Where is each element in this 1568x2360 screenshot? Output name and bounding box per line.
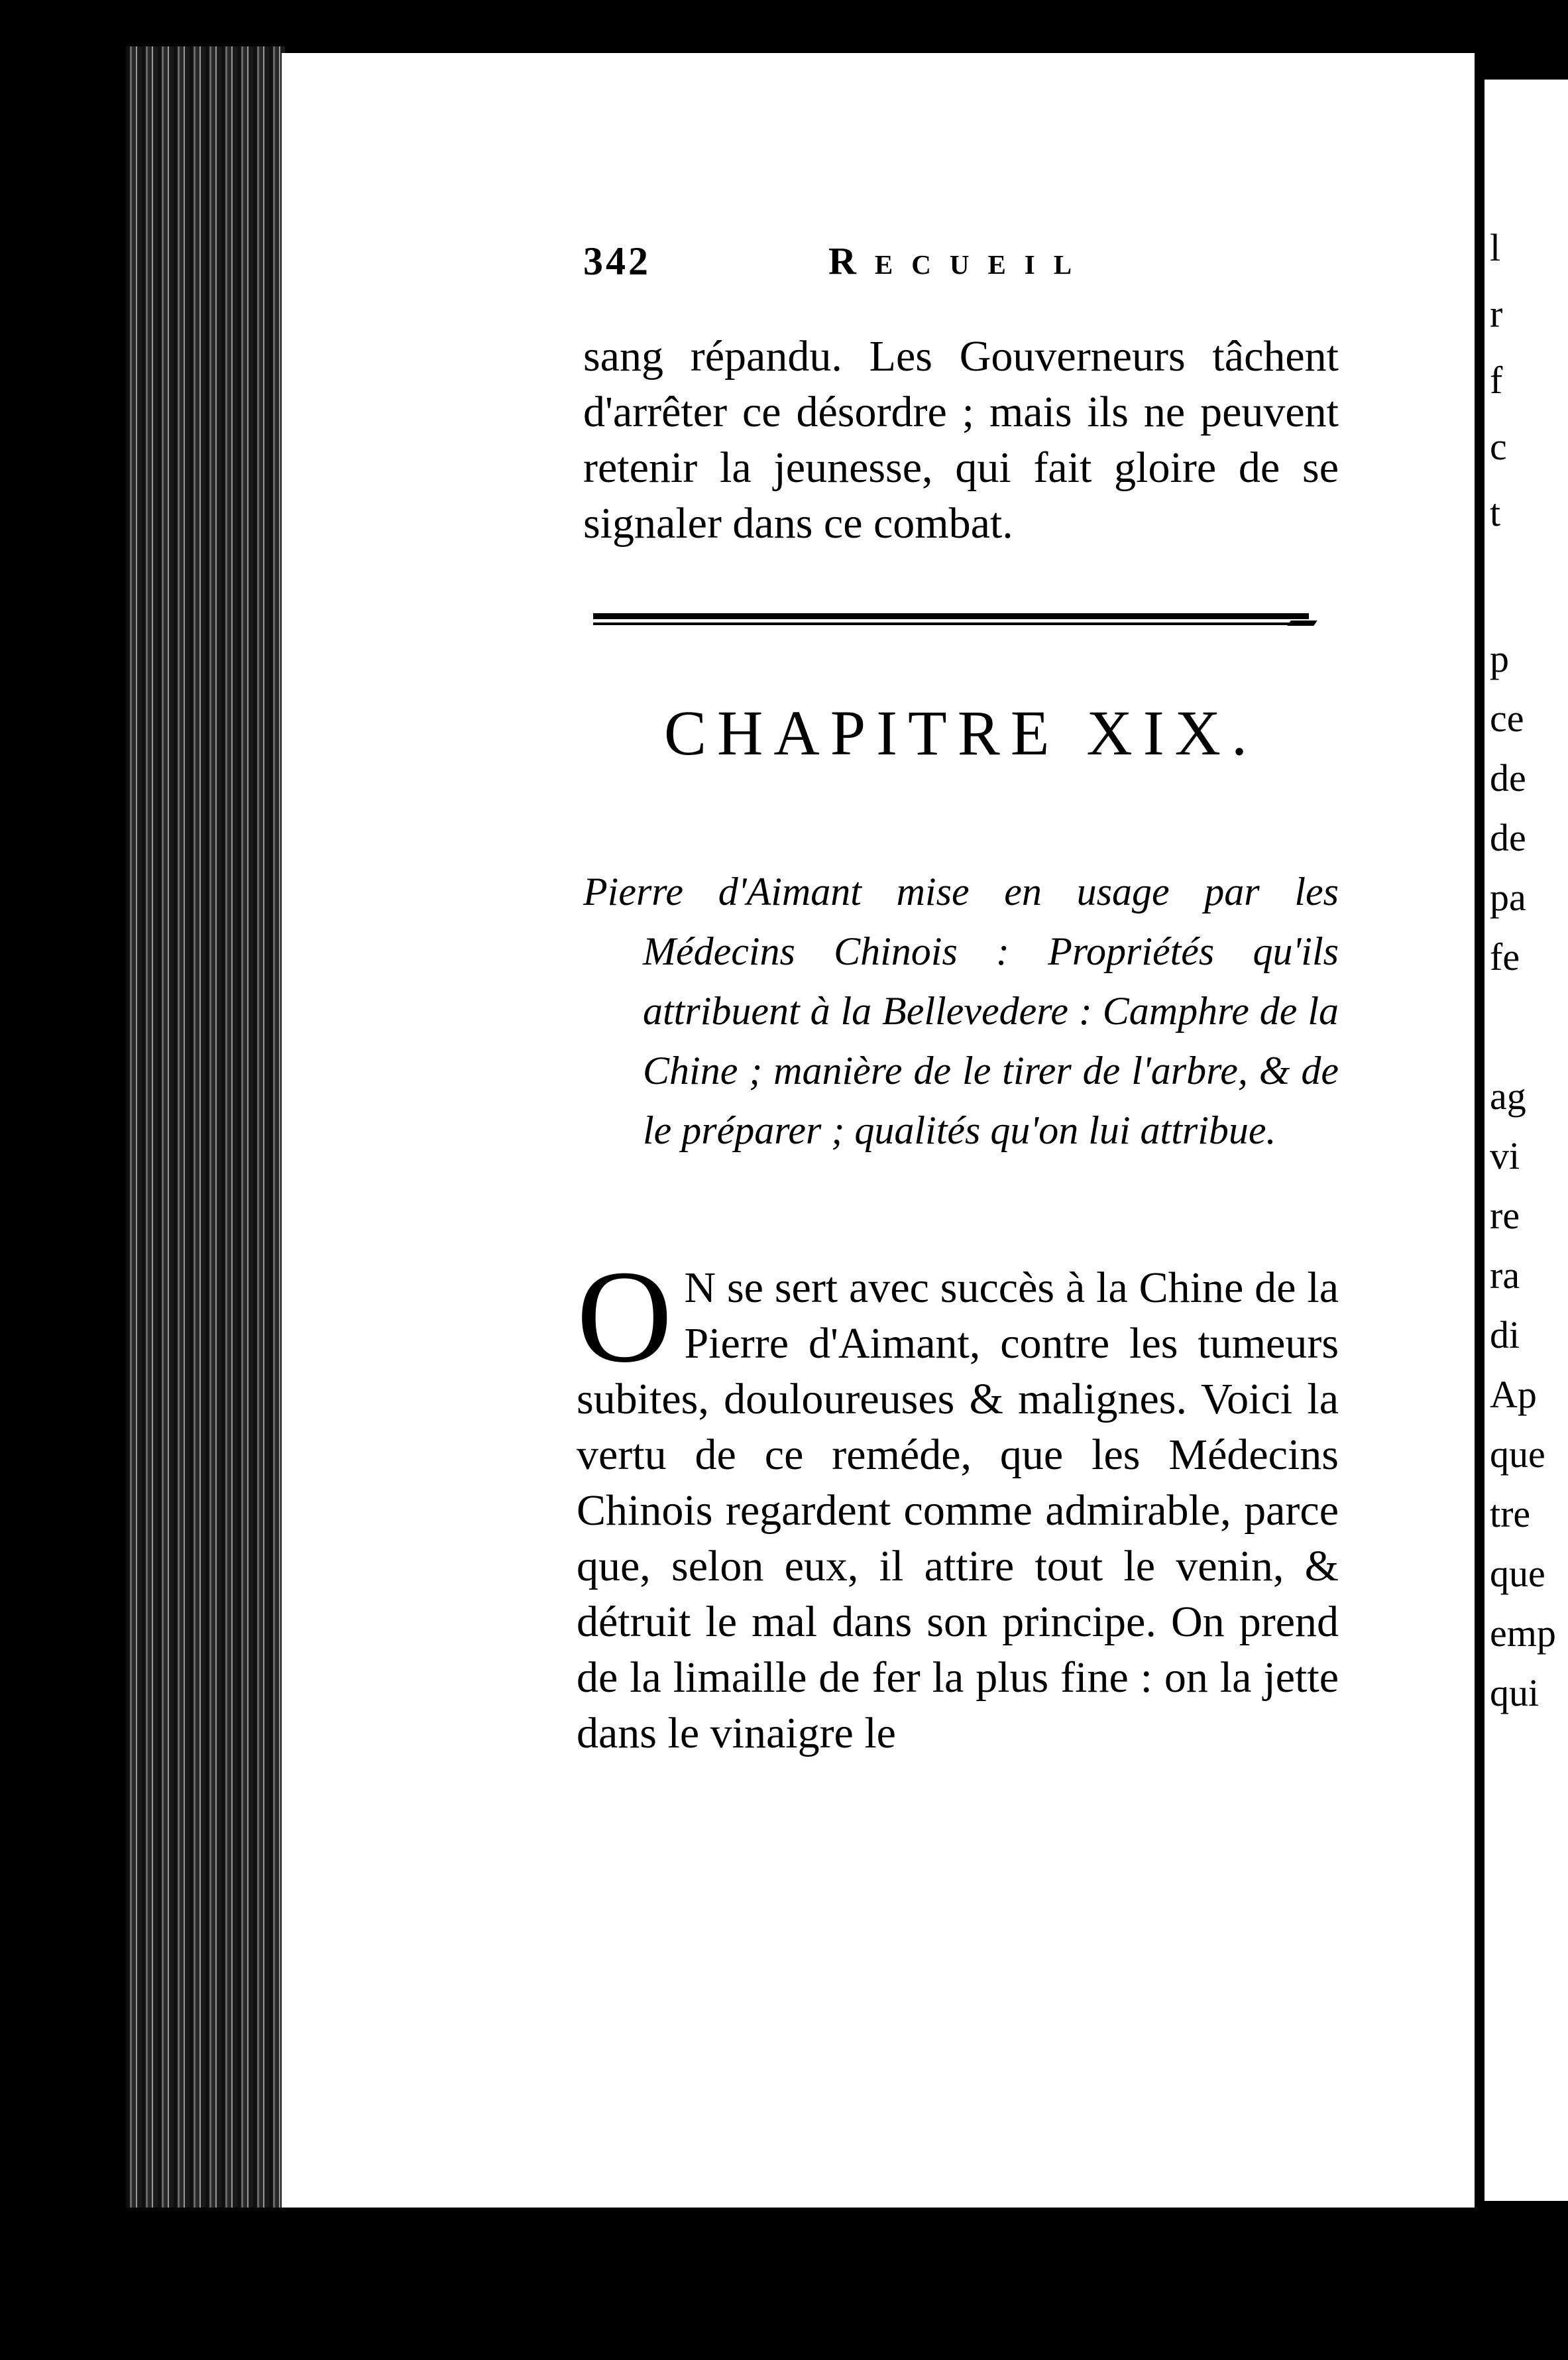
facing-fragment: ra <box>1490 1254 1520 1297</box>
body-paragraph-top: sang répandu. Les Gouverneurs tâchent d'arrêter ce désordre ; mais ils ne peuvent retenir la jeunesse, qui fait gloire de se signaler dans ce combat. <box>583 332 1339 548</box>
drop-cap: O <box>577 1244 673 1390</box>
facing-fragment: tre <box>1490 1492 1531 1535</box>
facing-fragment: vi <box>1490 1134 1520 1177</box>
facing-fragment: l <box>1490 226 1501 269</box>
section-rule <box>593 613 1309 625</box>
facing-fragment: p <box>1490 637 1509 680</box>
facing-fragment: ce <box>1490 697 1524 740</box>
facing-fragment: fe <box>1490 935 1520 978</box>
body-paragraph-main <box>577 1244 1339 1761</box>
facing-fragment: c <box>1490 425 1507 468</box>
facing-fragment: qui <box>1490 1671 1540 1714</box>
facing-page-edge <box>1484 80 1568 2201</box>
facing-fragment: t <box>1490 491 1501 534</box>
running-title: Recueil <box>828 239 1091 282</box>
facing-fragment: de <box>1490 756 1526 799</box>
page-header <box>583 239 1127 285</box>
facing-fragment: emp <box>1490 1612 1556 1655</box>
body-main-text: N se sert avec succès à la Chine de la Pierre d'Aimant, contre les tumeurs subites, douloureuses & malignes. Voici la vertu de ce reméde, que les Médecins Chinois regardent comme admirable, parce que, selon eux, il attire tout le venin, & détruit le mal dans son principe. On prend de la limaille de fer la plus fine : on la jette dans le vinaigre le <box>577 1264 1339 1757</box>
facing-fragment: di <box>1490 1313 1520 1356</box>
facing-fragment: r <box>1490 292 1503 335</box>
facing-fragment: f <box>1490 359 1503 402</box>
facing-fragment: re <box>1490 1194 1520 1237</box>
facing-fragment: que <box>1490 1433 1545 1476</box>
facing-fragment: pa <box>1490 876 1526 919</box>
facing-fragment: de <box>1490 816 1526 859</box>
page-number: 342 <box>583 239 651 283</box>
chapter-title: CHAPITRE XIX. <box>664 697 1258 768</box>
facing-fragment: Ap <box>1490 1373 1537 1416</box>
facing-fragment: ag <box>1490 1075 1526 1118</box>
facing-fragment: que <box>1490 1552 1545 1595</box>
book-gutter <box>126 46 285 2208</box>
chapter-summary: Pierre d'Aimant mise en usage par les Médecins Chinois : Propriétés qu'ils attribuent à la Bellevedere : Camphre de la Chine ; manière de le tirer de l'arbre, & de le préparer ; qualités qu'on lui attribue. <box>583 870 1339 1152</box>
